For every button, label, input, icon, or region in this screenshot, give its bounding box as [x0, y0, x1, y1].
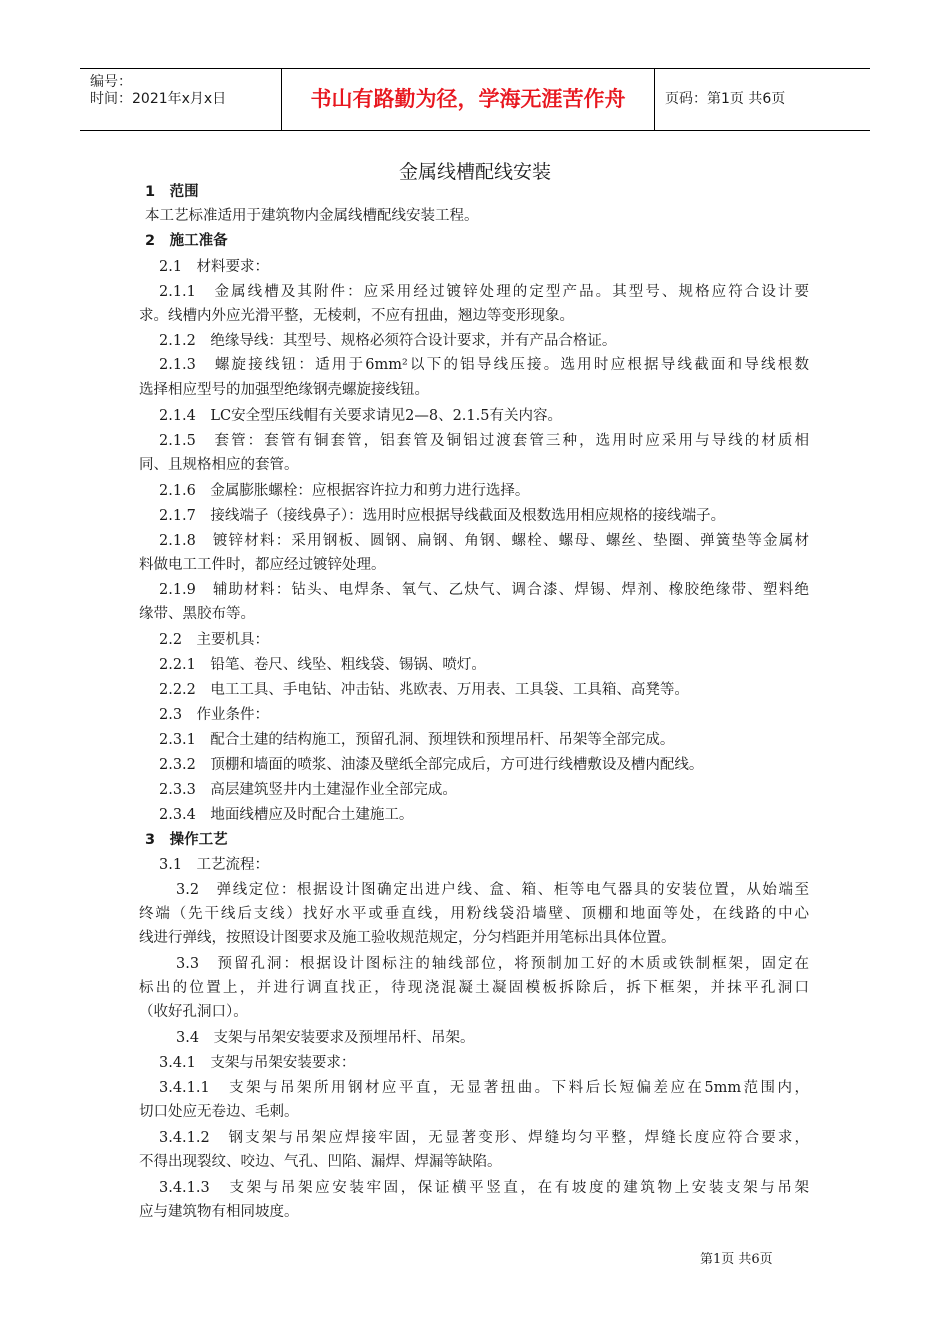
paragraph-line: 3.4.1.2 钢支架与吊架应焊接牢固，无显著变形、焊缝均匀平整，焊缝长度应符合要求， [159, 1130, 809, 1146]
paragraph-line: 2.1.2 绝缘导线：其型号、规格必须符合设计要求，并有产品合格证。 [159, 333, 617, 349]
section-heading: 1 范围 [145, 184, 199, 200]
header-meta-cell [80, 69, 280, 130]
paragraph-line: 选择相应型号的加强型绝缘钢壳螺旋接线钮。 [139, 382, 429, 398]
paragraph-line: 3.2 弹线定位：根据设计图确定出进户线、盒、箱、柜等电气器具的安装位置，从始端至 [176, 882, 809, 898]
time-label: 时间：2021年x月x日 [90, 91, 227, 107]
paragraph-line: 2.3.4 地面线槽应及时配合土建施工。 [159, 807, 414, 823]
paragraph-line: 2.1.9 辅助材料：钻头、电焊条、氧气、乙炔气、调合漆、焊锡、焊剂、橡胶绝缘带、塑料绝 [159, 582, 809, 598]
paragraph-line: 2.1.7 接线端子（接线鼻子）：选用时应根据导线截面及根数选用相应规格的接线端子。 [159, 508, 726, 524]
paragraph-line: 求。线槽内外应光滑平整，无棱刺，不应有扭曲，翘边等变形现象。 [139, 308, 574, 324]
paragraph-line: 2.1.3 螺旋接线钮：适用于6mm²以下的铝导线压接。选用时应根据导线截面和导线根数 [159, 357, 809, 373]
paragraph-line: 3.4.1 支架与吊架安装要求： [159, 1055, 356, 1071]
paragraph-line: 2.3.1 配合土建的结构施工，预留孔洞、预埋铁和预埋吊杆、吊架等全部完成。 [159, 732, 675, 748]
paragraph-line: 缘带、黑胶布等。 [139, 606, 255, 622]
paragraph-line: 2.1.8 镀锌材料：采用钢板、圆钢、扁钢、角钢、螺栓、螺母、螺丝、垫圈、弹簧垫等金属材 [159, 533, 809, 549]
paragraph-line: 2.2.1 铅笔、卷尺、线坠、粗线袋、锡锅、喷灯。 [159, 657, 486, 673]
paragraph-line: 2.3.3 高层建筑竖井内土建湿作业全部完成。 [159, 782, 457, 798]
document-header [80, 68, 870, 131]
number-label: 编号： [90, 74, 132, 90]
paragraph-line: 3.4 支架与吊架安装要求及预埋吊杆、吊架。 [176, 1030, 475, 1046]
paragraph-line: 2.1.5 套管：套管有铜套管，铝套管及铜铝过渡套管三种，选用时应采用与导线的材质相 [159, 433, 809, 449]
paragraph-line: 2.1.1 金属线槽及其附件：应采用经过镀锌处理的定型产品。其型号、规格应符合设计要 [159, 284, 809, 300]
page-footer: 第1页 共6页 [700, 1252, 773, 1267]
paragraph-line: 线进行弹线，按照设计图要求及施工验收规范规定，分匀档距并用笔标出具体位置。 [139, 930, 676, 946]
paragraph-line: 2.1 材料要求： [159, 259, 270, 275]
paragraph-line: 3.3 预留孔洞：根据设计图标注的轴线部位，将预制加工好的木质或铁制框架，固定在 [176, 956, 809, 972]
paragraph-line: 料做电工工件时，都应经过镀锌处理。 [139, 557, 386, 573]
paragraph-line: 应与建筑物有相同坡度。 [139, 1204, 299, 1220]
paragraph-line: （收好孔洞口）。 [139, 1004, 248, 1020]
paragraph-line: 标出的位置上，并进行调直找正，待现浇混凝土凝固模板拆除后，拆下框架，并抹平孔洞口 [139, 980, 809, 996]
paragraph-line: 2.3 作业条件： [159, 707, 270, 723]
paragraph-line: 不得出现裂纹、咬边、气孔、凹陷、漏焊、焊漏等缺陷。 [139, 1154, 502, 1170]
paragraph-line: 3.4.1.3 支架与吊架应安装牢固，保证横平竖直，在有坡度的建筑物上安装支架与吊架 [159, 1180, 809, 1196]
paragraph-line: 切口处应无卷边、毛刺。 [139, 1104, 299, 1120]
document-title: 金属线槽配线安装 [398, 161, 551, 183]
paragraph-line: 2.2.2 电工工具、手电钻、冲击钻、兆欧表、万用表、工具袋、工具箱、高凳等。 [159, 682, 689, 698]
paragraph-line: 本工艺标准适用于建筑物内金属线槽配线安装工程。 [145, 208, 479, 224]
paragraph-line: 终端（先干线后支线）找好水平或垂直线，用粉线袋沿墙壁、顶棚和地面等处，在线路的中心 [139, 906, 809, 922]
header-motto: 书山有路勤为径，学海无涯苦作舟 [281, 69, 655, 130]
paragraph-line: 3.4.1.1 支架与吊架所用钢材应平直，无显著扭曲。下料后长短偏差应在5mm范围内， [159, 1080, 809, 1096]
header-page-info: 页码：第1页 共6页 [665, 91, 786, 107]
section-heading: 2 施工准备 [145, 233, 228, 249]
paragraph-line: 2.3.2 顶棚和墙面的喷浆、油漆及壁纸全部完成后，方可进行线槽敷设及槽内配线。 [159, 757, 704, 773]
paragraph-line: 3.1 工艺流程： [159, 857, 270, 873]
paragraph-line: 2.1.4 LC安全型压线帽有关要求请见2—8、2.1.5有关内容。 [159, 408, 562, 424]
paragraph-line: 2.2 主要机具： [159, 632, 270, 648]
paragraph-line: 2.1.6 金属膨胀螺栓：应根据容许拉力和剪力进行选择。 [159, 483, 530, 499]
section-heading: 3 操作工艺 [145, 832, 228, 848]
paragraph-line: 同、且规格相应的套管。 [139, 457, 299, 473]
